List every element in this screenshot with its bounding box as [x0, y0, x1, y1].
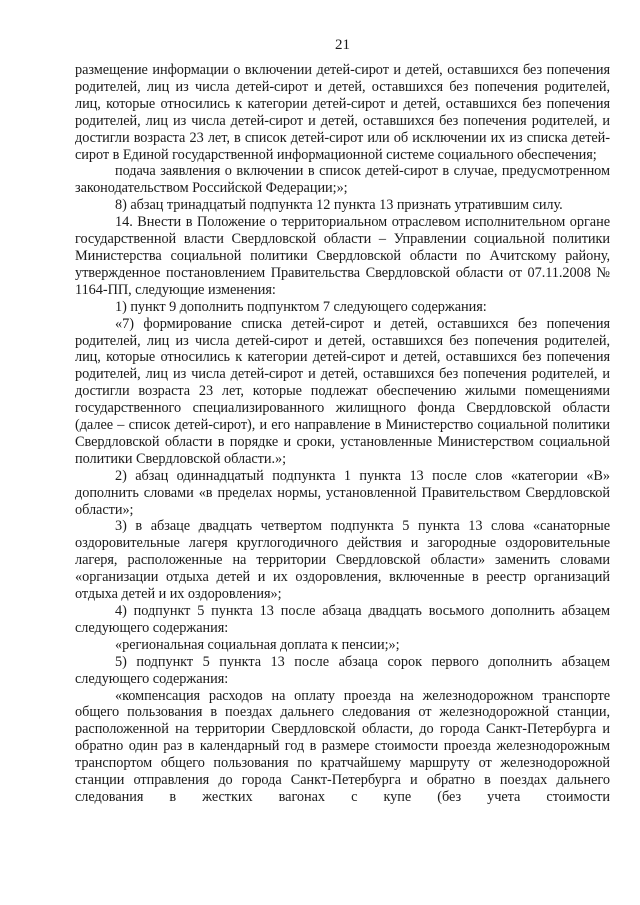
paragraph-application-submission: подача заявления о включении в список детей-сирот в случае, предусмотренном законодательством Российской Федерации;»;: [75, 163, 610, 197]
paragraph-subitem-5: 5) подпункт 5 пункта 13 после абзаца сорок первого дополнить абзацем следующего содержания:: [75, 653, 610, 687]
paragraph-travel-compensation: «компенсация расходов на оплату проезда на железнодорожном транспорте общего пользования в поездах дальнего следования от железнодорожной станции, расположенной на территории Свердловской области, до города Санкт-Петербурга и обратно один раз в календарный год в размере стоимости проезда железнодорожным транспортом общего пользования по кратчайшему маршруту от железнодорожной станции отправления до города Санкт-Петербурга и обратно в поездах дальнего следования в жестких вагонах с купе (без учета стоимости: [75, 687, 610, 805]
document-body: [75, 62, 610, 806]
paragraph-subitem-1: 1) пункт 9 дополнить подпунктом 7 следующего содержания:: [115, 298, 487, 315]
paragraph-item-14: 14. Внести в Положение о территориальном отраслевом исполнительном органе государственной власти Свердловской области – Управлении социальной политики Министерства социальной политики Свердловской области по Ачитскому району, утвержденное постановлением Правительства Свердловской области от 07.11.2008 № 1164-ПП, следующие изменения:: [75, 214, 610, 298]
paragraph-item-8: 8) абзац тринадцатый подпункта 12 пункта 13 признать утратившим силу.: [115, 197, 563, 214]
paragraph-pension-supplement: «региональная социальная доплата к пенсии;»;: [115, 636, 400, 653]
paragraph-info-placement: размещение информации о включении детей-сирот и детей, оставшихся без попечения родителей, лиц из числа детей-сирот и детей, оставшихся без попечения родителей, лиц, которые относились к категории детей-сирот и детей, оставшихся без попечения родителей, лиц из числа детей-сирот и детей, оставшихся без попечения родителей, и достигли возраста 23 лет, в список детей-сирот или об исключении их из списка детей-сирот в Единой государственной информационной системе социального обеспечения;: [75, 62, 610, 163]
paragraph-subitem-4: 4) подпункт 5 пункта 13 после абзаца двадцать восьмого дополнить абзацем следующего содержания:: [75, 603, 610, 636]
paragraph-subitem-7-text: «7) формирование списка детей-сирот и детей, оставшихся без попечения родителей, лиц из числа детей-сирот и детей, оставшихся без попечения родителей, лиц, которые относились к категории детей-сирот и детей, оставшихся без попечения родителей, лиц из числа детей-сирот и детей, оставшихся без попечения родителей, и достигли возраста 23 лет, которые подлежат обеспечению жилыми помещениями государственного специализированного жилищного фонда Свердловской области (далее – список детей-сирот), и его направление в Министерство социальной политики Свердловской области в порядке и сроки, установленные Министерством социальной политики Свердловской области.»;: [75, 315, 610, 467]
page-number: 21: [335, 37, 350, 53]
paragraph-subitem-3: 3) в абзаце двадцать четвертом подпункта 5 пункта 13 слова «санаторные оздоровительные лагеря круглогодичного действия и загородные оздоровительные лагеря, расположенные на территории Свердловской области» заменить словами «организации отдыха детей и их оздоровления, включенные в реестр организаций отдыха детей и их оздоровления»;: [75, 518, 610, 603]
paragraph-subitem-2: 2) абзац одиннадцатый подпункта 1 пункта 13 после слов «категории «В» дополнить словами «в пределах нормы, установленной Правительством Свердловской области»;: [75, 467, 610, 518]
